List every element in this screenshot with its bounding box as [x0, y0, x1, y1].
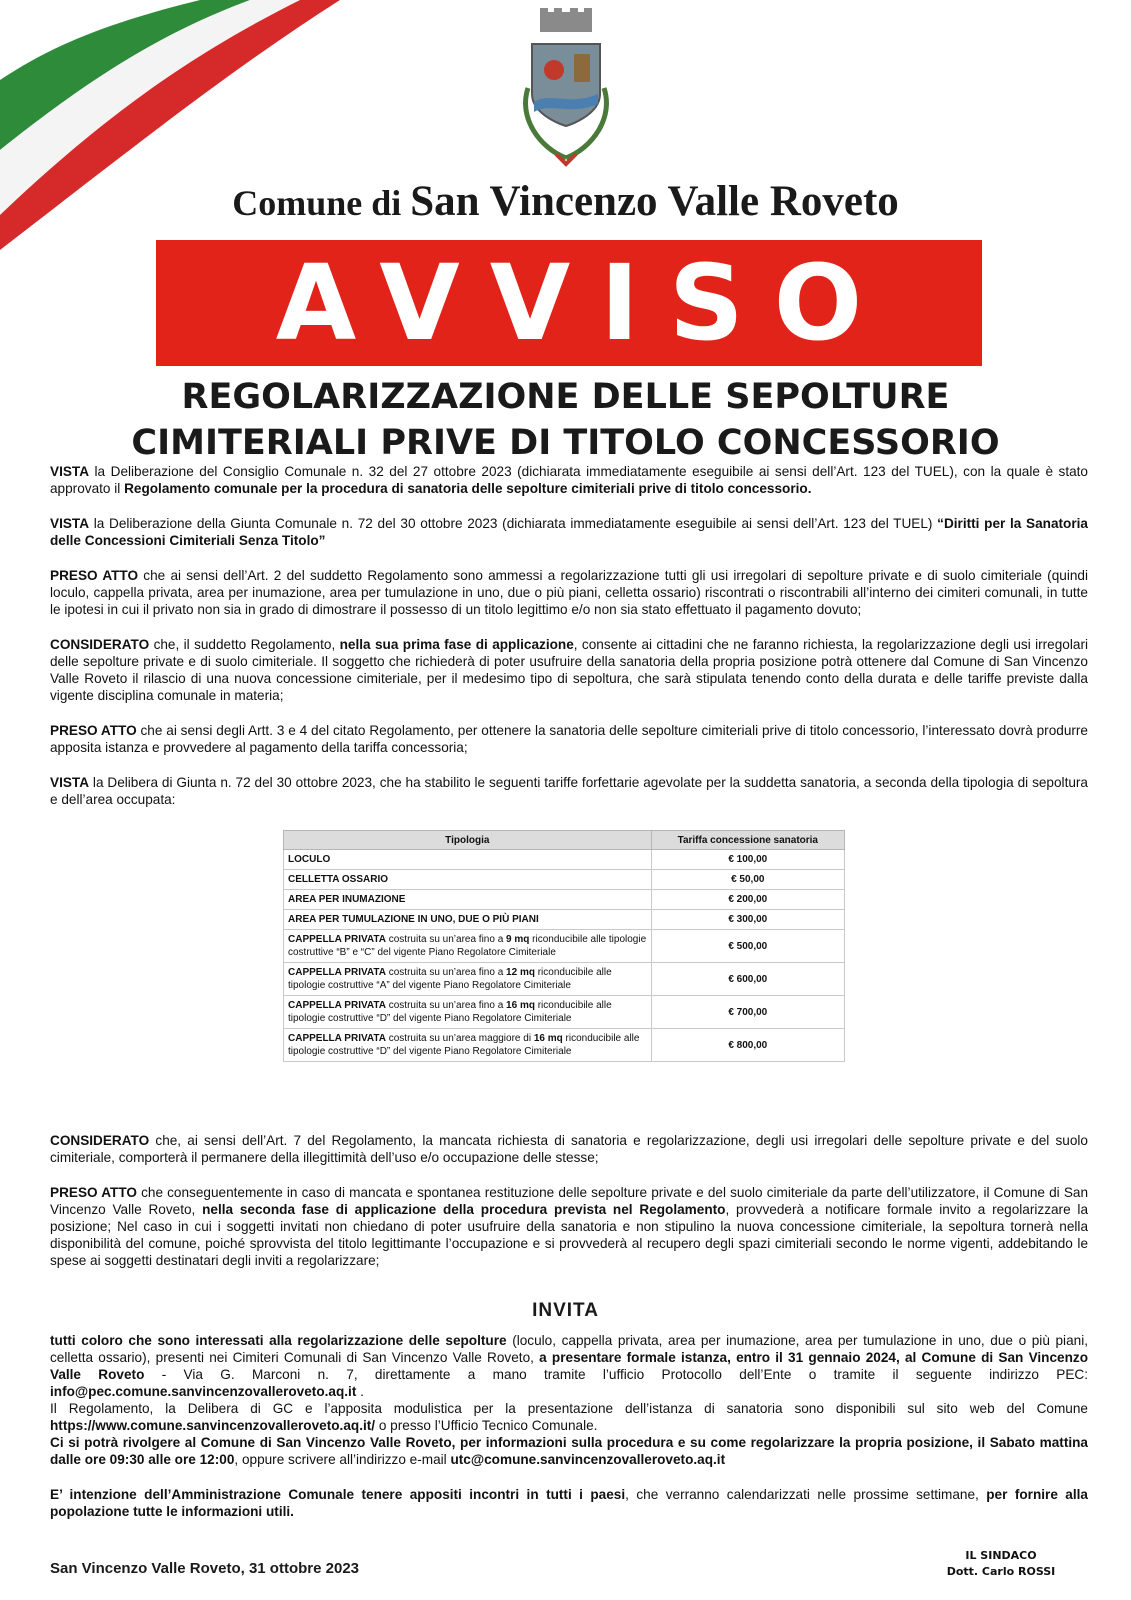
table-cell-tipologia: AREA PER TUMULAZIONE IN UNO, DUE O PIÙ PIANI — [284, 910, 652, 930]
municipal-coat-of-arms-icon — [510, 8, 622, 168]
table-cell-tariffa: € 500,00 — [651, 930, 844, 963]
comune-name: San Vincenzo Valle Roveto — [410, 178, 899, 225]
notice-title — [0, 374, 1131, 466]
tariff-table — [283, 830, 845, 1062]
paragraph-considerato-1: CONSIDERATO che, il suddetto Regolamento, nella sua prima fase di applicazione, consente ai cittadini che ne faranno richiesta, la regolarizzazione degli usi irregolari delle sepolture private e di suolo cimiteriale. Il soggetto che richiederà di poter usufruire della sanatoria della propria posizione potrà ottenere dal Comune di San Vincenzo Valle Roveto il rilascio di una nuova concessione cimiteriale, per il medesimo tipo di sepoltura, che sarà stipulata tenendo conto della durata e delle tariffe previste dalla vigente disciplina comunale in materia; — [50, 637, 1088, 703]
paragraph-preso-atto-3: PRESO ATTO che conseguentemente in caso di mancata e spontanea restituzione delle sepolture private e del suolo cimiteriale da parte dell’utilizzatore, il Comune di San Vincenzo Valle Roveto, nella seconda fase di applicazione della procedura prevista nel Regolamento, provvederà a notificare formale invito a regolarizzare la posizione; Nel caso in cui i soggetti invitati non chiedano di poter usufruire della sanatoria e non stipulino la nuova concessione cimiteriale, la sepoltura tornerà nella disponibilità del comune, poiché sprovvista del titolo legittimante l’occupazione e si provvederà al recupero degli spazi cimiteriali secondo le norme vigenti, addebitando le spese ai soggetti destinatari degli inviti a regolarizzare; — [50, 1185, 1089, 1268]
table-row — [284, 890, 845, 910]
body-upper — [50, 463, 1088, 826]
paragraph-vista-2: VISTA la Deliberazione della Giunta Comunale n. 72 del 30 ottobre 2023 (dichiarata immediatamente eseguibile ai sensi dell’Art. 123 del TUEL) “Diritti per la Sanatoria delle Concessioni Cimiteriali Senza Titolo” — [50, 516, 1088, 548]
paragraph-invita-2: Il Regolamento, la Delibera di GC e l’apposita modulistica per la presentazione dell’istanza di sanatoria sono disponibili sul sito web del Comune https://www.comune.sanvincenzovalleroveto.aq.it/ o presso l’Ufficio Tecnico Comunale. — [50, 1401, 1088, 1433]
table-cell-tipologia: LOCULO — [284, 850, 652, 870]
table-cell-tariffa: € 100,00 — [651, 850, 844, 870]
table-cell-tipologia: CAPPELLA PRIVATA costruita su un’area fino a 12 mq riconducibile alle tipologie costruttive “A” del vigente Piano Regolatore Cimiteriale — [284, 963, 652, 996]
table-cell-tariffa: € 600,00 — [651, 963, 844, 996]
table-cell-tipologia: CAPPELLA PRIVATA costruita su un’area fino a 16 mq riconducibile alle tipologie costruttive “D” del vigente Piano Regolatore Cimiteriale — [284, 996, 652, 1029]
body-lower — [50, 1132, 1088, 1287]
table-cell-tipologia: AREA PER INUMAZIONE — [284, 890, 652, 910]
body-invita — [50, 1332, 1088, 1538]
table-header-tariffa: Tariffa concessione sanatoria — [651, 831, 844, 850]
table-row — [284, 930, 845, 963]
paragraph-invita-3: Ci si potrà rivolgere al Comune di San Vincenzo Valle Roveto, per informazioni sulla procedura e su come regolarizzare la propria posizione, il Sabato mattina dalle ore 09:30 alle ore 12:00, oppure scrivere all’indirizzo e-mail utc@comune.sanvincenzovalleroveto.aq.it — [50, 1435, 1088, 1467]
email-address: utc@comune.sanvincenzovalleroveto.aq.it — [450, 1452, 726, 1467]
avviso-banner: AVVISO — [156, 240, 982, 366]
paragraph-invita-4: E’ intenzione dell’Amministrazione Comunale tenere appositi incontri in tutti i paesi, che verranno calendarizzati nelle prossime settimane, per fornire alla popolazione tutte le informazioni utili. — [50, 1487, 1088, 1519]
table-cell-tariffa: € 300,00 — [651, 910, 844, 930]
signature-role: IL SINDACO — [965, 1549, 1037, 1562]
signature-block — [916, 1548, 1086, 1580]
comune-title — [0, 180, 1131, 225]
paragraph-invita-1: tutti coloro che sono interessati alla regolarizzazione delle sepolture (loculo, cappella privata, area per inumazione, area per tumulazione in uno, due o più piani, celletta ossario), presenti nei Cimiteri Comunali di San Vincenzo Valle Roveto, a presentare formale istanza, entro il 31 gennaio 2024, al Comune di San Vincenzo Valle Roveto - Via G. Marconi n. 7, direttamente a mano tramite l’ufficio Protocollo dell’Ente o tramite il seguente indirizzo PEC: info@pec.comune.sanvincenzovalleroveto.aq.it . — [50, 1333, 1088, 1399]
table-row — [284, 870, 845, 890]
notice-title-line1: REGOLARIZZAZIONE DELLE SEPOLTURE — [181, 377, 950, 417]
table-cell-tipologia: CAPPELLA PRIVATA costruita su un’area fino a 9 mq riconducibile alle tipologie costruttive “B” e “C” del vigente Piano Regolatore Cimiteriale — [284, 930, 652, 963]
table-cell-tipologia: CELLETTA OSSARIO — [284, 870, 652, 890]
table-row — [284, 963, 845, 996]
table-row — [284, 850, 845, 870]
table-cell-tariffa: € 700,00 — [651, 996, 844, 1029]
paragraph-considerato-2: CONSIDERATO che, ai sensi dell’Art. 7 del Regolamento, la mancata richiesta di sanatoria e regolarizzazione, degli usi irregolari delle sepolture private e del suolo cimiteriale, comporterà il permanere della illegittimità dell’uso e/o occupazione delle stesse; — [50, 1133, 1088, 1165]
paragraph-vista-1: VISTA la Deliberazione del Consiglio Comunale n. 32 del 27 ottobre 2023 (dichiarata immediatamente eseguibile ai sensi dell’Art. 123 del TUEL), con la quale è stato approvato il Regolamento comunale per la procedura di sanatoria delle sepolture cimiteriali prive di titolo concessorio. — [50, 464, 1088, 496]
place-date: San Vincenzo Valle Roveto, 31 ottobre 2023 — [50, 1560, 360, 1577]
paragraph-preso-atto-2: PRESO ATTO che ai sensi degli Artt. 3 e 4 del citato Regolamento, per ottenere la sanatoria delle sepolture cimiteriali prive di titolo concessorio, l’interessato dovrà produrre apposita istanza e provvedere al pagamento della tariffa concessoria; — [50, 723, 1088, 755]
table-cell-tariffa: € 200,00 — [651, 890, 844, 910]
table-cell-tariffa: € 50,00 — [651, 870, 844, 890]
pec-address: info@pec.comune.sanvincenzovalleroveto.aq.it — [50, 1384, 357, 1399]
table-row — [284, 910, 845, 930]
paragraph-preso-atto-1: PRESO ATTO che ai sensi dell’Art. 2 del suddetto Regolamento sono ammessi a regolarizzazione tutti gli usi irregolari di sepolture private e di suolo cimiteriale (quindi loculo, cappella privata, area per inumazione, area per tumulazione in uno, due o più piani, celletta ossario) riscontrati o riscontrabili all’interno dei cimiteri comunali, in tutte le ipotesi in cui il privato non sia in grado di dimostrare il possesso di un titolo legittimo e/o non sia stato effettuato il pagamento dovuto; — [50, 568, 1088, 617]
table-row — [284, 996, 845, 1029]
website-url: https://www.comune.sanvincenzovalleroveto.aq.it/ — [50, 1418, 376, 1433]
signature-name: Dott. Carlo ROSSI — [946, 1565, 1056, 1578]
notice-title-line2: CIMITERIALI PRIVE DI TITOLO CONCESSORIO — [131, 423, 1000, 463]
table-header-tipologia: Tipologia — [284, 831, 652, 850]
paragraph-vista-3: VISTA la Delibera di Giunta n. 72 del 30 ottobre 2023, che ha stabilito le seguenti tariffe forfettarie agevolate per la suddetta sanatoria, a seconda della tipologia di sepoltura e dell’area occupata: — [50, 775, 1088, 807]
table-cell-tipologia: CAPPELLA PRIVATA costruita su un’area maggiore di 16 mq riconducibile alle tipologie costruttive “D” del vigente Piano Regolatore Cimiteriale — [284, 1029, 652, 1062]
comune-prefix: Comune di — [232, 183, 402, 223]
table-row — [284, 1029, 845, 1062]
invita-heading: INVITA — [532, 1300, 599, 1321]
table-cell-tariffa: € 800,00 — [651, 1029, 844, 1062]
